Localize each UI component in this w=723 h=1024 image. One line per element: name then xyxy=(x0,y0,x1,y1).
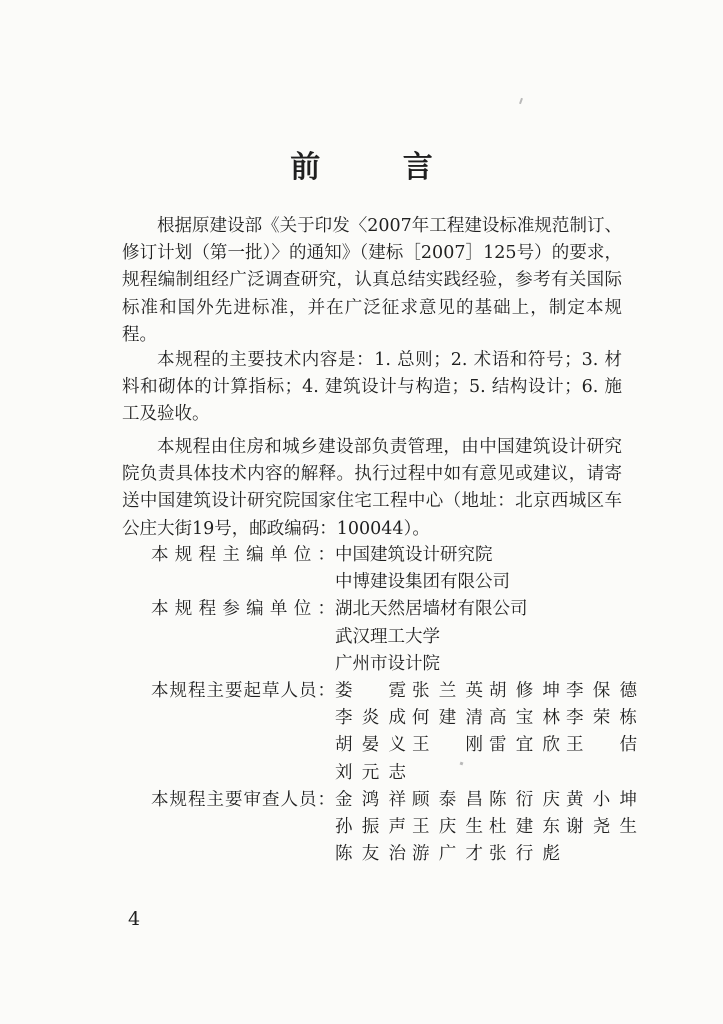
chief-unit: 中博建设集团有限公司 xyxy=(335,572,510,593)
name-row xyxy=(335,705,643,732)
chief-units-label: 本规程主编单位： xyxy=(151,545,335,565)
paragraph-2: 本规程的主要技术内容是：1. 总则；2. 术语和符号；3. 材料和砌体的计算指标；4. 建筑设计与构造；5. 结构设计；6. 施工及验收。 xyxy=(122,350,622,425)
person-name: 张行彪 xyxy=(489,844,560,865)
reviewers-label: 本规程主要审查人员： xyxy=(151,789,335,810)
person-name: 陈友治 xyxy=(335,844,406,865)
person-name: 顾泰昌 xyxy=(412,789,483,810)
reviewers-row xyxy=(151,787,637,869)
person-name: 黄小坤 xyxy=(566,789,637,810)
person-name: 王 刚 xyxy=(412,735,483,756)
person-name: 娄 霓 xyxy=(335,680,406,701)
participating-unit: 湖北天然居墙材有限公司 xyxy=(335,599,528,620)
person-name: 陈衍庆 xyxy=(489,789,560,810)
page-title: 前 言 xyxy=(290,150,469,185)
credits-block xyxy=(151,542,637,868)
name-row xyxy=(335,732,643,759)
person-name: 游广才 xyxy=(412,844,483,865)
scan-speck xyxy=(519,98,523,104)
person-name: 高宝林 xyxy=(489,708,560,729)
person-name: 何建清 xyxy=(412,708,483,729)
person-name: 金鸿祥 xyxy=(335,789,406,810)
paragraph-1: 根据原建设部《关于印发〈2007年工程建设标准规范制订、修订计划（第一批）〉的通知》（建标［2007］125号）的要求，规程编制组经广泛调查研究，认真总结实践经验，参考有关国际标准和国外先进标准，并在广泛征求意见的基础上，制定本规程。 xyxy=(122,216,622,345)
name-row xyxy=(335,760,643,787)
name-row xyxy=(335,841,643,868)
person-name: 王 佶 xyxy=(566,735,637,756)
person-name: 孙振声 xyxy=(335,816,406,837)
paragraph-3: 本规程由住房和城乡建设部负责管理，由中国建筑设计研究院负责具体技术内容的解释。执行过程中如有意见或建议，请寄送中国建筑设计研究院国家住宅工程中心（地址：北京西城区车公庄大街19号，邮政编码：100044）。 xyxy=(122,437,622,539)
name-row xyxy=(335,787,643,814)
person-name: 胡修坤 xyxy=(489,680,560,701)
person-name: 刘元志 xyxy=(335,762,406,783)
participating-units-label: 本规程参编单位： xyxy=(151,599,335,620)
name-row xyxy=(335,814,643,841)
chief-units-row xyxy=(151,542,631,596)
person-name: 雷宜欣 xyxy=(489,735,560,756)
person-name: 李荣栋 xyxy=(566,708,637,729)
chief-unit: 中国建筑设计研究院 xyxy=(335,545,493,565)
person-name: 张兰英 xyxy=(412,680,483,701)
person-name: 杜建东 xyxy=(489,816,560,837)
participating-unit: 广州市设计院 xyxy=(335,653,440,674)
page-number: 4 xyxy=(128,908,141,930)
person-name: 李保德 xyxy=(566,680,637,701)
drafters-row xyxy=(151,678,637,787)
person-name: 谢尧生 xyxy=(566,816,637,837)
participating-units-row xyxy=(151,596,631,678)
person-name: 胡晏义 xyxy=(335,735,406,756)
name-row xyxy=(335,678,643,705)
drafters-label: 本规程主要起草人员： xyxy=(151,680,335,701)
person-name: 王庆生 xyxy=(412,816,483,837)
participating-unit: 武汉理工大学 xyxy=(335,626,440,647)
person-name: 李炎成 xyxy=(335,708,406,729)
